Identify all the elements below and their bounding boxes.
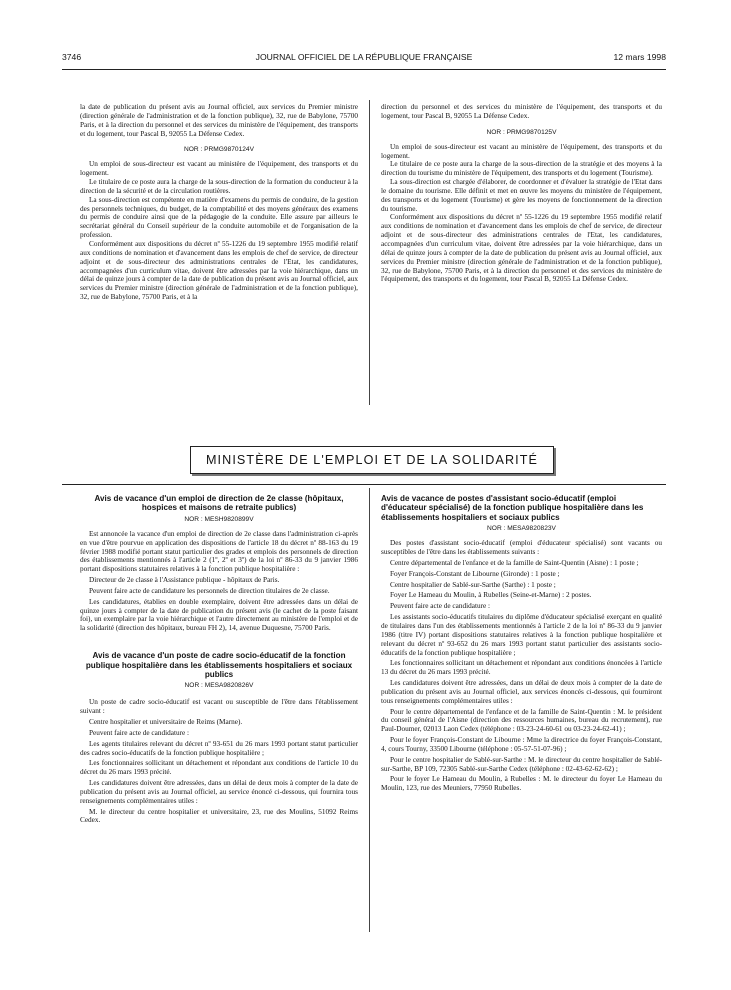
paragraph: Un emploi de sous-directeur est vacant au ministère de l'équipement, des transports et du logement. (381, 142, 662, 160)
ministry-heading-box (190, 446, 554, 474)
paragraph: La sous-direction est chargée d'élaborer, de coordonner et d'évaluer la stratégie de l'Etat dans le domaine du tourisme. Elle définit et met en œuvre les moyens du ministère de l'équipement, des transports et du logement (Tourisme) et gère les moyens de fonctionnement de la direction du tourisme. (381, 178, 662, 213)
notice-title: Avis de vacance de postes d'assistant socio-éducatif (emploi d'éducateur spécialisé) de la fonction publique hospitalière dans les établissements hospitaliers et sociaux publics (381, 494, 644, 522)
top-left-column (80, 103, 358, 302)
bottom-left-column (80, 494, 358, 825)
column-separator-top (369, 100, 370, 405)
paragraph: Les assistants socio-éducatifs titulaires du diplôme d'éducateur spécialisé exerçant en qualité de titulaires dans l'un des établissements mentionnés à l'article 2 de la loi nº 86-33 du 9 janvier 1986 (titre IV) portant dispositions statutaires relatives à la fonction publique hospitalière et relevant du décret nº 93-652 du 26 mars 1993 portant statut particulier des assistants socio-éducatifs de la fonction publique hospitalière ; (381, 613, 662, 657)
paragraph: Les candidatures doivent être adressées, dans un délai de deux mois à compter de la date de publication du présent avis au Journal officiel, au service énoncé ci-dessous, qui fournira tous renseignements complémentaires utiles : (80, 779, 358, 805)
paragraph: Conformément aux dispositions du décret nº 55-1226 du 19 septembre 1955 modifié relatif aux conditions de nomination et d'avancement dans les emplois de chef de service, de directeur adjoint et de sous-directeur des administrations centrales de l'Etat, les candidatures, accompagnées d'un curriculum vitae, doivent être adressées par la voie hiérarchique, dans un délai de quinze jours à compter de la date de publication du présent avis au Journal officiel, aux services du Premier ministre (direction générale de l'administration et de la fonction publique), 32, rue de Babylone, 75700 Paris, et à la direction du personnel et des services du ministère de l'équipement, des transports et du logement, tour Pascal B, 92055 La Défense Cedex. (381, 213, 662, 284)
paragraph: La sous-direction est compétente en matière d'examens du permis de conduire, de la gestion des personnels techniques, du budget, de la comptabilité et des moyens généraux des examens du permis de conduire ainsi que de la pédagogie de la conduite. Elle assure par ailleurs le secrétariat général du Conseil supérieur de la conduite automobile et de l'organisation de la profession. (80, 195, 358, 240)
header-rule (62, 69, 666, 70)
ministry-title: MINISTÈRE DE L'EMPLOI ET DE LA SOLIDARITÉ (205, 453, 539, 467)
paragraph: Est annoncée la vacance d'un emploi de direction de 2e classe dans l'administration ci-après en vue d'être pourvue en application des dispositions de l'article 18 du décret nº 88-163 du 19 février 1988 modifié portant statut particulier des grades et emplois des personnels de direction des établissements mentionnés à l'article 2 (1º, 2º et 3º) de la loi nº 86-33 du 9 janvier 1986 portant dispositions statutaires relatives à la fonction publique hospitalière : (80, 529, 358, 574)
paragraph: Foyer Le Hameau du Moulin, à Rubelles (Seine-et-Marne) : 2 postes. (390, 591, 592, 600)
paragraph: Centre départemental de l'enfance et de la famille de Saint-Quentin (Aisne) : 1 poste ; (390, 558, 639, 567)
paragraph: Le titulaire de ce poste aura la charge de la sous-direction de la stratégie et des moyens à la direction du tourisme du ministère de l'équipement, des transports et du logement (Tourisme). (381, 160, 662, 178)
paragraph: Les candidatures doivent être adressées, dans un délai de deux mois à compter de la date de publication du présent avis au Journal officiel, aux services énoncés ci-dessous, qui fourniront tous renseignements complémentaires utiles : (381, 679, 662, 705)
paragraph: Centre hospitalier de Sablé-sur-Sarthe (Sarthe) : 1 poste ; (390, 580, 556, 589)
paragraph: Pour le foyer Le Hameau du Moulin, à Rubelles : M. le directeur du foyer Le Hameau du Moulin, 123, rue des Meuniers, 77950 Rubelles. (381, 775, 662, 793)
section-rule (62, 484, 666, 485)
paragraph: Pour le centre départemental de l'enfance et de la famille de Saint-Quentin : M. le président du conseil général de l'Aisne (direction des ressources humaines, bureau du recrutement), rue Paul-Doumer, 02013 Laon Cedex (téléphone : 03-23-24-60-61 ou 03-23-24-62-41) ; (381, 707, 662, 734)
continuation-paragraph: la date de publication du présent avis au Journal officiel, aux services du Premier ministre (direction générale de l'administration et de la fonction publique), 32, rue de Babylone, 75700 Paris, et à la direction du personnel et des services du ministère de l'équipement, des transports et du logement, tour Pascal B, 92055 La Défense Cedex. (80, 103, 358, 138)
paragraph: Un emploi de sous-directeur est vacant au ministère de l'équipement, des transports et du logement. (80, 160, 358, 178)
nor-reference: NOR : PRMG9870124V (184, 146, 254, 154)
paragraph: Le titulaire de ce poste aura la charge de la sous-direction de la formation du conducteur à la direction de la sécurité et de la circulation routières. (80, 178, 358, 195)
paragraph: Peuvent faire acte de candidature les personnels de direction titulaires de 2e classe. (89, 586, 330, 595)
nor-reference: NOR : PRMG9870125V (486, 128, 557, 136)
paragraph: Les fonctionnaires sollicitant un détachement et répondant aux conditions énoncées à l'article 13 du décret du 26 mars 1993 précité. (381, 659, 662, 677)
paragraph: Des postes d'assistant socio-éducatif (emploi d'éducateur spécialisé) sont vacants ou susceptibles de l'être dans les établissements suivants : (381, 539, 662, 557)
nor-reference: NOR : MESA9820826V (184, 682, 254, 690)
top-right-column (381, 103, 662, 284)
notice-title: Avis de vacance d'un poste de cadre socio-éducatif de la fonction publique hospitalière dans les établissements hospitaliers et sociaux publics (85, 651, 353, 679)
paragraph: Les fonctionnaires sollicitant un détachement et répondant aux conditions de l'article 10 du décret du 26 mars 1993 précité. (80, 759, 358, 777)
paragraph: Un poste de cadre socio-éducatif est vacant ou susceptible de l'être dans l'établissement suivant : (80, 698, 358, 716)
paragraph: Les agents titulaires relevant du décret nº 93-651 du 26 mars 1993 portant statut particulier des cadres socio-éducatifs de la fonction publique hospitalière ; (80, 739, 358, 757)
paragraph: Directeur de 2e classe à l'Assistance publique - hôpitaux de Paris. (89, 576, 280, 585)
paragraph: Peuvent faire acte de candidature : (89, 728, 190, 737)
continuation-paragraph: direction du personnel et des services du ministère de l'équipement, des transports et du logement, tour Pascal B, 92055 La Défense Cedex. (381, 103, 662, 120)
paragraph: M. le directeur du centre hospitalier et universitaire, 23, rue des Moulins, 51092 Reims Cedex. (80, 807, 358, 825)
issue-date: 12 mars 1998 (613, 52, 666, 62)
paragraph: Pour le foyer François-Constant de Libourne : Mme la directrice du foyer François-Constant, 4, cours Tourny, 33500 Libourne (téléphone : 05-57-51-07-96) ; (381, 736, 662, 753)
paragraph: Pour le centre hospitalier de Sablé-sur-Sarthe : M. le directeur du centre hospitalier de Sablé-sur-Sarthe, BP 109, 72305 Sablé-sur-Sarthe Cedex (téléphone : 02-43-62-62-62) ; (381, 755, 662, 773)
paragraph: Foyer François-Constant de Libourne (Gironde) : 1 poste ; (390, 569, 560, 578)
notice-title: Avis de vacance d'un emploi de direction de 2e classe (hôpitaux, hospices et maisons de retraite publics) (94, 494, 344, 513)
bottom-right-column (381, 494, 662, 793)
page-number: 3746 (62, 52, 82, 62)
page-header (62, 52, 666, 66)
paragraph: Peuvent faire acte de candidature : (390, 602, 491, 611)
nor-reference: NOR : MESH9820899V (184, 515, 254, 523)
nor-reference: NOR : MESA9820823V (487, 525, 556, 533)
journal-title: JOURNAL OFFICIEL DE LA RÉPUBLIQUE FRANÇAISE (255, 52, 473, 62)
column-separator-bottom (369, 488, 370, 932)
paragraph: Centre hospitalier et universitaire de Reims (Marne). (89, 718, 243, 726)
paragraph: Les candidatures, établies en double exemplaire, doivent être adressées dans un délai de quinze jours à compter de la date de publication du présent avis (le cachet de la poste faisant foi), un exemplaire par la voie hiérarchique et l'autre directement au ministère de l'emploi et de la solidarité (direction des hôpitaux, bureau FH 2), 14, avenue Duquesne, 75700 Paris. (80, 597, 358, 633)
paragraph: Conformément aux dispositions du décret nº 55-1226 du 19 septembre 1955 modifié relatif aux conditions de nomination et d'avancement dans les emplois de chef de service, de directeur adjoint et de sous-directeur des administrations centrales de l'Etat, les candidatures, accompagnées d'un curriculum vitae, doivent être adressées par la voie hiérarchique, dans un délai de quinze jours à compter de la date de publication du présent avis au Journal officiel, aux services du Premier ministre (direction générale de l'administration et de la fonction publique), 32, rue de Babylone, 75700 Paris, et à la (80, 239, 358, 302)
